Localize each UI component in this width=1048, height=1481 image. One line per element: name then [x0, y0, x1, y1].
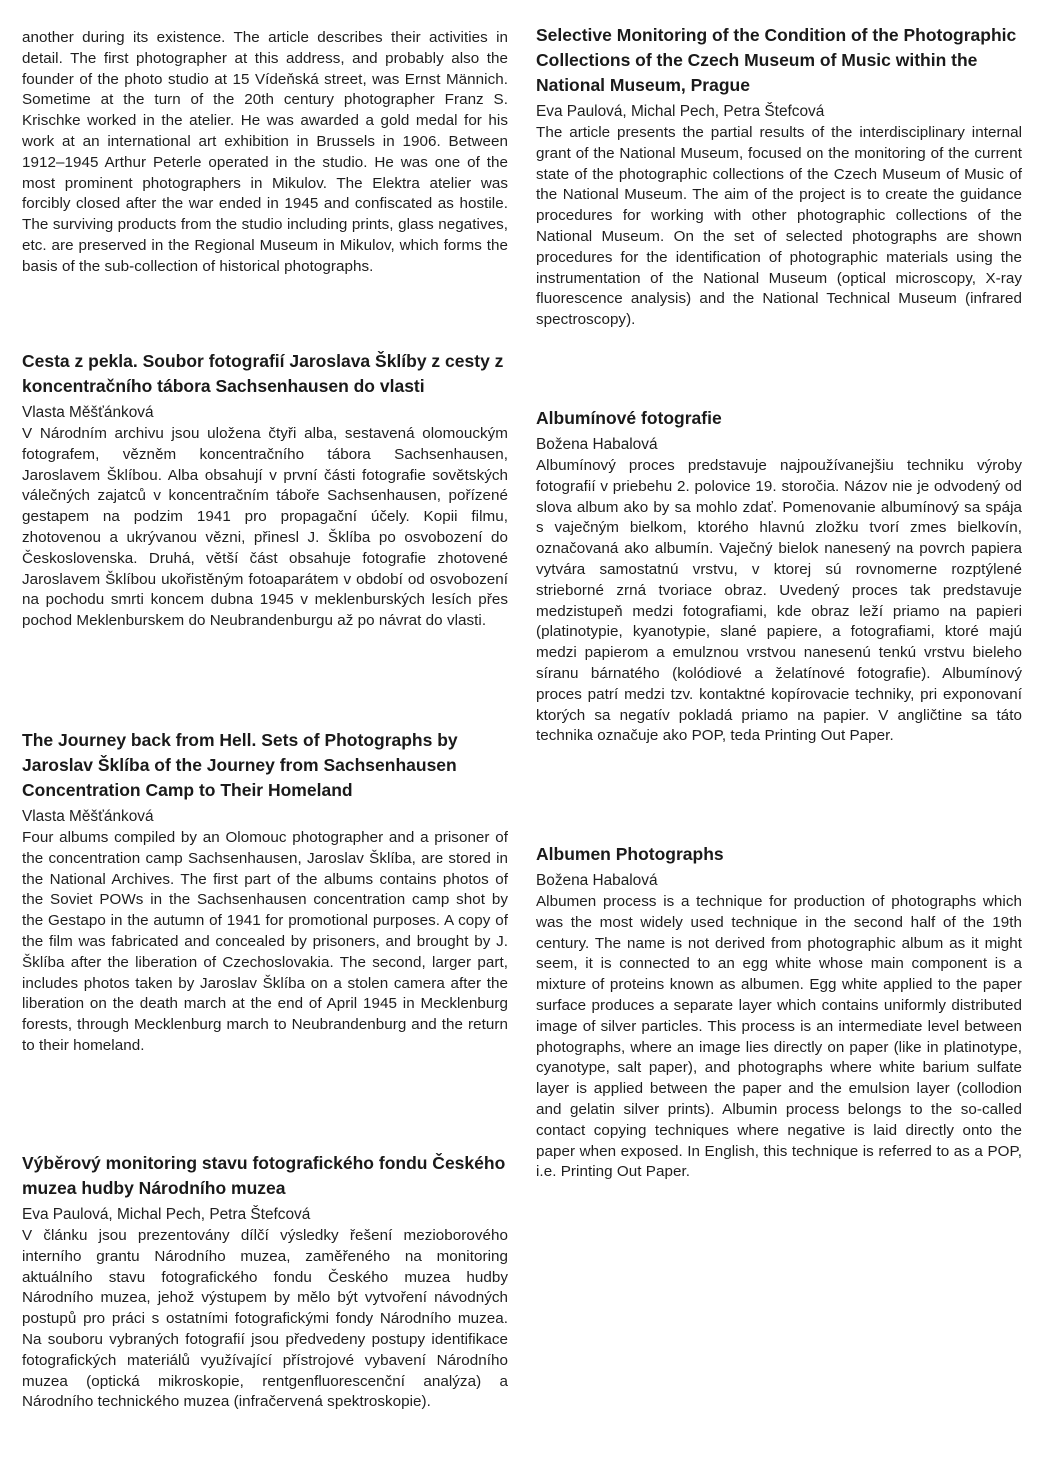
article-journey-back-from-hell — [22, 728, 508, 1057]
article-vyberovy-monitoring — [22, 1151, 508, 1413]
article-abstract: The article presents the partial results of the interdisciplinary internal grant of the National Museum, focused on the monitoring of the current state of the photographic collections of the Czech Museum of Music of the National Museum. The aim of the project is to create the guidance procedures for working with other photographic collections of the National Museum. On the set of selected photographs are shown procedures for the identification of photographic materials using the instrumentation of the National Museum (optical microscopy, X-ray fluorescence analysis) and the National Technical Museum (infrared spectroscopy). — [536, 124, 1022, 329]
article-authors: Božena Habalová — [536, 872, 658, 889]
article-authors: Eva Paulová, Michal Pech, Petra Štefcová — [22, 1206, 311, 1223]
continuation-text: another during its existence. The article describes their activities in detail. The first photographer at this address, and probably also the founder of the photo studio at 15 Vídeňská street, was Ernst Männich. Sometime at the turn of the 20th century photographer Franz S. Krischke worked in the atelier. He was awarded a gold medal for his work at an international art exhibition in Brussels in 1906. Between 1912–1945 Arthur Peterle operated in the studio. He was one of the most prominent photographers in Mikulov. The Elektra atelier was forcibly closed after the war ended in 1945 and confiscated as hostile. The surviving products from the studio including prints, glass negatives, etc. are preserved in the Regional Museum in Mikulov, which forms the basis of the sub-collection of historical photographs. — [22, 29, 508, 275]
article-authors: Vlasta Měšťánková — [22, 808, 154, 825]
article-continuation — [22, 28, 508, 278]
article-abstract: V článku jsou prezentovány dílčí výsledky řešení mezioborového interního grantu Národního muzea, zaměřeného na monitoring aktuálního stavu fotografického fondu Českého muzea hudby Národního muzea, jehož výstupem by mělo být vytvoření návodných postupů pro práci s ostatními fotografickými fondy Národního muzea. Na souboru vybraných fotografií jsou předvedeny postupy identifikace fotografických materiálů využívající přístrojové vybavení Národního muzea (optická mikroskopie, rentgenfluorescenční analýza) a Národního technického muzea (infračervená spektroskopie). — [22, 1227, 508, 1411]
article-title: Albumínové fotografie — [536, 408, 722, 428]
article-albumen-photographs — [536, 842, 1022, 1183]
article-title: The Journey back from Hell. Sets of Photographs by Jaroslav Šklíba of the Journey from Sachsenhausen Concentration Camp to Their Homeland — [22, 730, 458, 800]
article-abstract: V Národním archivu jsou uložena čtyři alba, sestavená olomouckým fotografem, vězněm koncentračního tábora Sachsenhausen, Jaroslavem Šklíbou. Alba obsahují v první části fotografie sovětských válečných zajatců v koncentračním táboře Sachsenhausen, pořízené gestapem na podzim 1941 pro propagační účely. Kopii filmu, zhotovenou a ukrývanou vězni, přinesl J. Šklíba po osvobození do Československa. Druhá, větší část obsahuje fotografie zhotovené Jaroslavem Šklíbou ukořistěným fotoaparátem v období od osvobození na pochodu smrti koncem dubna 1945 v meklenburských lesích přes pochod Meklenburskem do Neubrandenburgu až po návrat do vlasti. — [22, 425, 508, 630]
article-abstract: Four albums compiled by an Olomouc photographer and a prisoner of the concentration camp Sachsenhausen, Jaroslav Šklíba, are stored in the National Archives. The first part of the albums contains photos of the Soviet POWs in the Sachsenhausen concentration camp shot by the Gestapo in the autumn of 1941 for promotional purposes. A copy of the film was fabricated and concealed by prisoners, and brought by J. Šklíba after the liberation of Czechoslovakia. The second, larger part, includes photos taken by Jaroslav Šklíba on a stolen camera after the liberation on the death march at the end of April 1945 in Mecklenburg forests, through Mecklenburg march to Neubrandenburg and the return to their homeland. — [22, 829, 508, 1054]
article-authors: Božena Habalová — [536, 436, 658, 453]
article-title: Selective Monitoring of the Condition of the Photographic Collections of the Czech Museum of Music within the National Museum, Prague — [536, 25, 1017, 95]
article-authors: Vlasta Měšťánková — [22, 404, 154, 421]
article-abstract: Albumínový proces predstavuje najpoužívanejšiu techniku výroby fotografií v priebehu 2. polovice 19. storočia. Názov nie je odvodený od slova album ako by sa mohlo zdať. Pomenovanie albumínový sa spája s vaječným bielkom, ktorého hlavnú zložku tvorí zmes bielkovín, označovaná ako albumín. Vaječný bielok nanesený na povrch papiera vytvára samostatnú vrstvu, v ktorej sú rovnomerne rozptýlené strieborné zrná tvoriace obraz. Uvedený proces tak predstavuje medzistupeň medzi fotografiami, kde obraz leží priamo na papieri (platinotypie, kyanotypie, slané papiere, a fotografiami, ktoré majú medzi papierom a emulznou vrstvou nanesenú tenkú vrstvu bieleho síranu bárnatého (kolódiové a želatínové fotografie). Albumínový proces patrí medzi tzv. kontaktné kopírovacie techniky, pri exponovaní ktorých sa negatív pokladá priamo na papier. V angličtine sa táto technika označuje ako POP, teda Printing Out Paper. — [536, 457, 1022, 745]
article-abstract: Albumen process is a technique for production of photographs which was the most widely used technique in the second half of the 19th century. The name is not derived from photographic album as it might seem, it is connected to an egg white whose main component is a mixture of proteins known as albumen. Egg white applied to the paper surface produces a separate layer which contains uniformly distributed image of silver particles. This process is an intermediate level between photographs, where an image lies directly on paper (like in platinotype, cyanotype, salt paper), and photographs where white barium sulfate layer is applied between the paper and the emulsion layer (collodion and gelatin silver prints). Albumin process belongs to the so-called contact copying techniques where negative is laid directly onto the paper when exposed. In English, this technique is referred to as a POP, i.e. Printing Out Paper. — [536, 893, 1022, 1181]
article-title: Výběrový monitoring stavu fotografického fondu Českého muzea hudby Národního muzea — [22, 1153, 506, 1198]
article-title: Albumen Photographs — [536, 844, 724, 864]
article-title: Cesta z pekla. Soubor fotografií Jaroslava Šklíby z cesty z koncentračního tábora Sachsenhausen do vlasti — [22, 351, 504, 396]
article-authors: Eva Paulová, Michal Pech, Petra Štefcová — [536, 103, 825, 120]
article-selective-monitoring — [536, 23, 1022, 331]
article-albuminove-fotografie — [536, 406, 1022, 747]
article-cesta-z-pekla — [22, 349, 508, 632]
